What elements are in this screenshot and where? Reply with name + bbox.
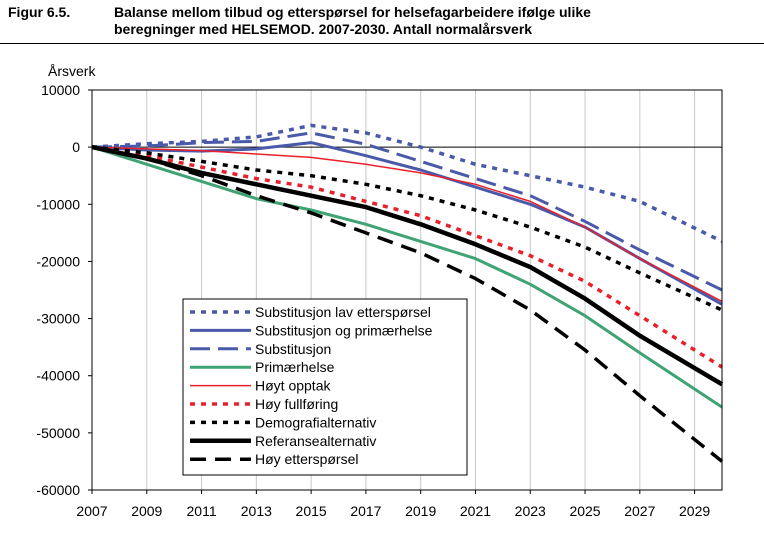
- x-tick-label: 2009: [131, 503, 163, 519]
- legend-label: Høy fullføring: [255, 396, 339, 412]
- x-tick-label: 2025: [569, 503, 601, 519]
- x-tick-label: 2013: [240, 503, 272, 519]
- legend-label: Høyt opptak: [255, 377, 331, 394]
- y-tick-label: 0: [72, 139, 80, 156]
- legend-label: Substitusjon lav etterspørsel: [255, 304, 431, 320]
- series-line-7: [92, 147, 722, 310]
- legend-label: Referansealternativ: [255, 432, 377, 449]
- y-axis-title: Årsverk: [48, 63, 96, 79]
- x-axis: [76, 490, 710, 519]
- legend-label: Primærhelse: [255, 359, 335, 376]
- x-tick-label: 2015: [295, 503, 327, 519]
- legend-label: Substitusjon og primærhelse: [255, 322, 433, 339]
- y-axis: [36, 82, 92, 498]
- x-tick-label: 2029: [679, 503, 711, 519]
- figure-title-line-2: beregninger med HELSEMOD. 2007-2030. Antall normalårsverk: [114, 21, 533, 37]
- y-tick-label: 10000: [41, 82, 80, 98]
- legend: [183, 299, 467, 475]
- y-tick-label: -60000: [36, 482, 80, 498]
- figure-label: Figur 6.5.: [8, 4, 71, 20]
- y-tick-label: -30000: [36, 310, 80, 327]
- y-tick-label: -20000: [36, 253, 80, 270]
- x-tick-label: 2021: [459, 503, 492, 519]
- legend-label: Substitusjon: [255, 340, 332, 357]
- legend-label: Høy etterspørsel: [255, 451, 359, 468]
- legend-label: Demografialternativ: [255, 414, 377, 431]
- x-tick-label: 2011: [186, 503, 217, 519]
- y-tick-label: -50000: [36, 424, 80, 441]
- x-tick-label: 2027: [624, 503, 656, 519]
- x-tick-label: 2019: [405, 503, 437, 519]
- x-tick-label: 2017: [350, 503, 382, 519]
- figure-title-line-1: Balanse mellom tilbud og etterspørsel for helsefagarbeidere ifølge ulike: [114, 4, 591, 20]
- y-tick-label: -10000: [36, 196, 80, 213]
- y-tick-label: -40000: [36, 367, 80, 384]
- x-tick-label: 2007: [76, 503, 108, 519]
- x-tick-label: 2023: [514, 503, 546, 519]
